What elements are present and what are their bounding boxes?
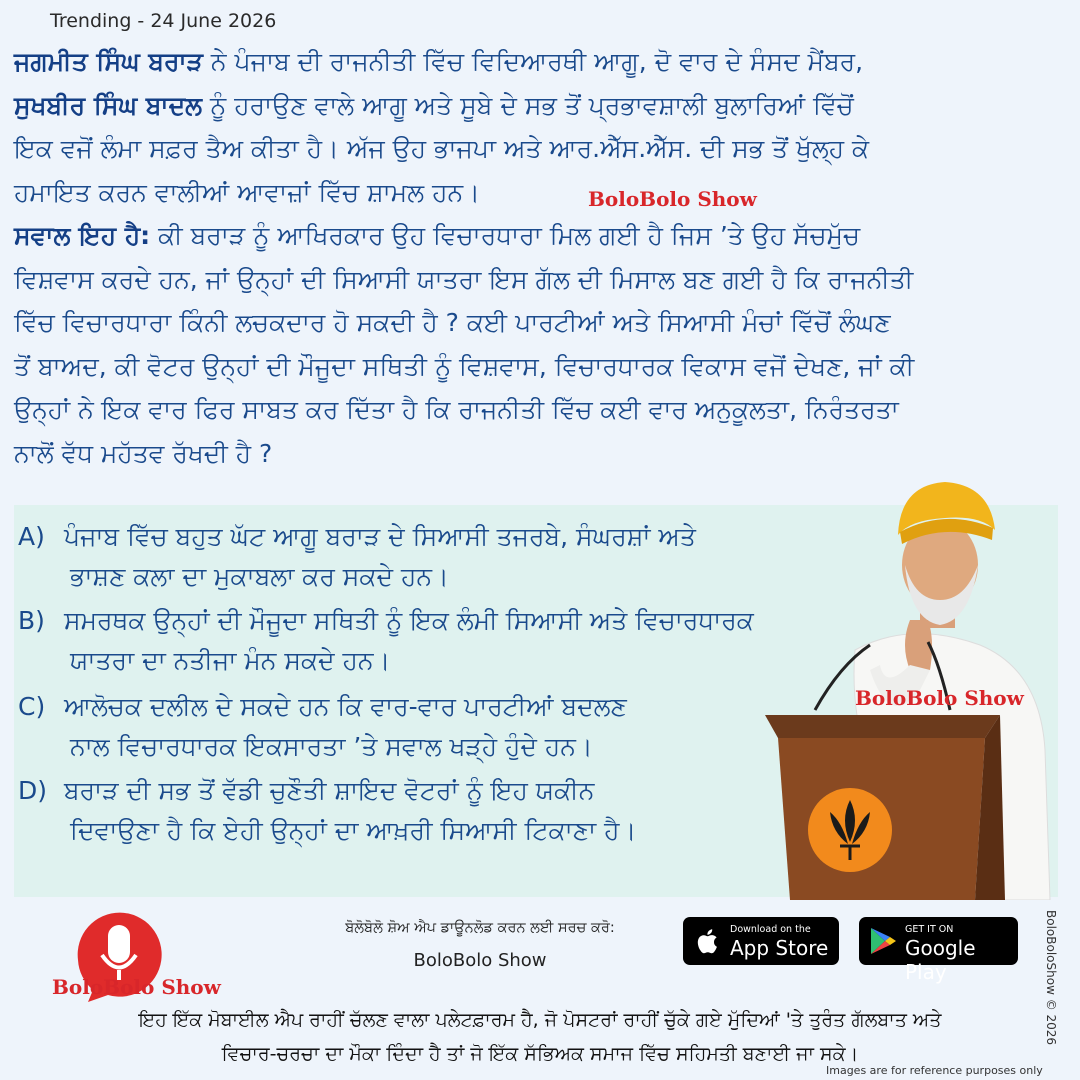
logo-text: BoloBolo Show <box>52 975 221 999</box>
option-text-cont: ਦਿਵਾਉਣਾ ਹੈ ਕਿ ਏਹੀ ਉਨ੍ਹਾਂ ਦਾ ਆਖ਼ਰੀ ਸਿਆਸੀ ਟਿਕਾਣਾ ਹੈ। <box>70 816 637 845</box>
question-line-2: ਵਿਸ਼ਵਾਸ ਕਰਦੇ ਹਨ, ਜਾਂ ਉਨ੍ਹਾਂ ਦੀ ਸਿਆਸੀ ਯਾਤਰਾ ਇਸ ਗੱਲ ਦੀ ਮਿਸਾਲ ਬਣ ਗਈ ਹੈ ਕਿ ਰਾਜਨੀਤੀ <box>14 264 914 294</box>
date-line: Trending - 24 June 2026 <box>50 10 277 32</box>
question-line-3: ਵਿੱਚ ਵਿਚਾਰਧਾਰਾ ਕਿੰਨੀ ਲਚਕਦਾਰ ਹੋ ਸਕਦੀ ਹੈ ? ਕਈ ਪਾਰਟੀਆਂ ਅਤੇ ਸਿਆਸੀ ਮੰਚਾਂ ਵਿੱਚੋਂ ਲੰਘਣ <box>14 308 891 337</box>
google-play-small: GET IT ON <box>905 924 954 935</box>
intro-paragraph <box>14 40 1064 475</box>
option-a[interactable] <box>18 517 696 597</box>
watermark-illustration: BoloBolo Show <box>855 686 1024 710</box>
platform-description-line-2: ਵਿਚਾਰ-ਚਰਚਾ ਦਾ ਮੌਕਾ ਦਿੰਦਾ ਹੈ ਤਾਂ ਜੋ ਇੱਕ ਸੱਭਿਅਕ ਸਮਾਜ ਵਿੱਚ ਸਹਿਮਤੀ ਬਣਾਈ ਜਾ ਸਕੇ। <box>221 1043 859 1065</box>
google-play-icon <box>869 926 897 956</box>
google-play-badge[interactable] <box>859 917 1018 984</box>
leader-podium-illustration <box>760 470 1060 900</box>
watermark: BoloBolo Show <box>588 187 757 211</box>
intro-line-1: ਨੇ ਪੰਜਾਬ ਦੀ ਰਾਜਨੀਤੀ ਵਿੱਚ ਵਿਦਿਆਰਥੀ ਆਗੂ, ਦੋ ਵਾਰ ਦੇ ਸੰਸਦ ਮੈਂਬਰ, <box>202 47 864 76</box>
copyright-vertical: BoloBoloShow © 2026 <box>1044 910 1058 1046</box>
option-d[interactable] <box>18 771 636 851</box>
option-label: B) <box>18 606 45 635</box>
option-label: C) <box>18 692 46 721</box>
option-text: ਆਲੋਚਕ ਦਲੀਲ ਦੇ ਸਕਦੇ ਹਨ ਕਿ ਵਾਰ-ਵਾਰ ਪਾਰਟੀਆਂ ਬਦਲਣ <box>63 692 627 721</box>
platform-description-line-1: ਇਹ ਇੱਕ ਮੋਬਾਈਲ ਐਪ ਰਾਹੀਂ ਚੱਲਣ ਵਾਲਾ ਪਲੇਟਫ਼ਾਰਮ ਹੈ, ਜੋ ਪੋਸਟਰਾਂ ਰਾਹੀਂ ਚੁੱਕੇ ਗਏ ਮੁੱਦਿਆਂ 'ਤੇ ਤੁਰੰਤ ਗੱਲਬਾਤ ਅਤੇ <box>138 1009 942 1031</box>
apple-icon <box>695 927 719 955</box>
platform-description <box>40 1003 1040 1071</box>
option-b[interactable] <box>18 601 754 681</box>
intro-line-3: ਇਕ ਵਜੋਂ ਲੰਮਾ ਸਫ਼ਰ ਤੈਅ ਕੀਤਾ ਹੈ। ਅੱਜ ਉਹ ਭਾਜਪਾ ਅਤੇ ਆਰ.ਐੱਸ.ਐੱਸ. ਦੀ ਸਭ ਤੋਂ ਖੁੱਲ੍ਹ ਕੇ <box>14 134 870 163</box>
name-highlight-2: ਸੁਖਬੀਰ ਸਿੰਘ ਬਾਦਲ <box>14 90 203 120</box>
option-text-cont: ਯਾਤਰਾ ਦਾ ਨਤੀਜਾ ਮੰਨ ਸਕਦੇ ਹਨ। <box>70 646 391 675</box>
option-text: ਬਰਾੜ ਦੀ ਸਭ ਤੋਂ ਵੱਡੀ ਚੁਣੌਤੀ ਸ਼ਾਇਦ ਵੋਟਰਾਂ ਨੂੰ ਇਹ ਯਕੀਨ <box>63 776 595 805</box>
intro-line-2: ਨੂੰ ਹਰਾਉਣ ਵਾਲੇ ਆਗੂ ਅਤੇ ਸੂਬੇ ਦੇ ਸਭ ਤੋਂ ਪ੍ਰਭਾਵਸ਼ਾਲੀ ਬੁਲਾਰਿਆਂ ਵਿੱਚੋਂ <box>202 90 854 120</box>
question-line-6: ਨਾਲੋਂ ਵੱਧ ਮਹੱਤਵ ਰੱਖਦੀ ਹੈ ? <box>14 438 273 468</box>
reference-disclaimer: Images are for reference purposes only <box>826 1064 1043 1077</box>
option-c[interactable] <box>18 687 627 767</box>
question-line-1: ਕੀ ਬਰਾੜ ਨੂੰ ਆਖਿਰਕਾਰ ਉਹ ਵਿਚਾਰਧਾਰਾ ਮਿਲ ਗਈ ਹੈ ਜਿਸ ’ਤੇ ਉਹ ਸੱਚਮੁੱਚ <box>150 221 860 250</box>
option-text-cont: ਨਾਲ ਵਿਚਾਰਧਾਰਕ ਇਕਸਾਰਤਾ ’ਤੇ ਸਵਾਲ ਖੜ੍ਹੇ ਹੁੰਦੇ ਹਨ। <box>70 732 593 761</box>
question-line-4: ਤੋਂ ਬਾਅਦ, ਕੀ ਵੋਟਰ ਉਨ੍ਹਾਂ ਦੀ ਮੌਜੂਦਾ ਸਥਿਤੀ ਨੂੰ ਵਿਸ਼ਵਾਸ, ਵਿਚਾਰਧਾਰਕ ਵਿਕਾਸ ਵਜੋਂ ਦੇਖਣ, ਜਾਂ ਕੀ <box>14 351 915 381</box>
search-instruction: ਬੋਲੋਬੋਲੋ ਸ਼ੋਅ ਐਪ ਡਾਊਨਲੋਡ ਕਰਨ ਲਈ ਸਰਚ ਕਰੋ: <box>345 920 615 936</box>
option-text-cont: ਭਾਸ਼ਣ ਕਲਾ ਦਾ ਮੁਕਾਬਲਾ ਕਰ ਸਕਦੇ ਹਨ। <box>70 562 449 591</box>
question-line-5: ਉਨ੍ਹਾਂ ਨੇ ਇਕ ਵਾਰ ਫਿਰ ਸਾਬਤ ਕਰ ਦਿੱਤਾ ਹੈ ਕਿ ਰਾਜਨੀਤੀ ਵਿੱਚ ਕਈ ਵਾਰ ਅਨੁਕੂਲਤਾ, ਨਿਰੰਤਰਤਾ <box>14 395 899 424</box>
app-store-badge[interactable] <box>683 917 839 965</box>
name-highlight-1: ਜਗਮੀਤ ਸਿੰਘ ਬਰਾੜ <box>14 47 203 76</box>
option-label: D) <box>18 776 48 805</box>
intro-line-4: ਹਮਾਇਤ ਕਰਨ ਵਾਲੀਆਂ ਆਵਾਜ਼ਾਂ ਵਿੱਚ ਸ਼ਾਮਲ ਹਨ। <box>14 177 480 207</box>
option-label: A) <box>18 522 45 551</box>
option-text: ਸਮਰਥਕ ਉਨ੍ਹਾਂ ਦੀ ਮੌਜੂਦਾ ਸਥਿਤੀ ਨੂੰ ਇਕ ਲੰਮੀ ਸਿਆਸੀ ਅਤੇ ਵਿਚਾਰਧਾਰਕ <box>63 606 754 635</box>
app-store-small: Download on the <box>730 924 811 935</box>
option-text: ਪੰਜਾਬ ਵਿੱਚ ਬਹੁਤ ਘੱਟ ਆਗੂ ਬਰਾੜ ਦੇ ਸਿਆਸੀ ਤਜਰਬੇ, ਸੰਘਰਸ਼ਾਂ ਅਤੇ <box>63 522 696 551</box>
search-app-name: BoloBolo Show <box>413 950 547 971</box>
app-store-big: App Store <box>730 936 829 960</box>
question-label: ਸਵਾਲ ਇਹ ਹੈ: <box>14 221 151 250</box>
google-play-big: Google Play <box>905 936 976 984</box>
